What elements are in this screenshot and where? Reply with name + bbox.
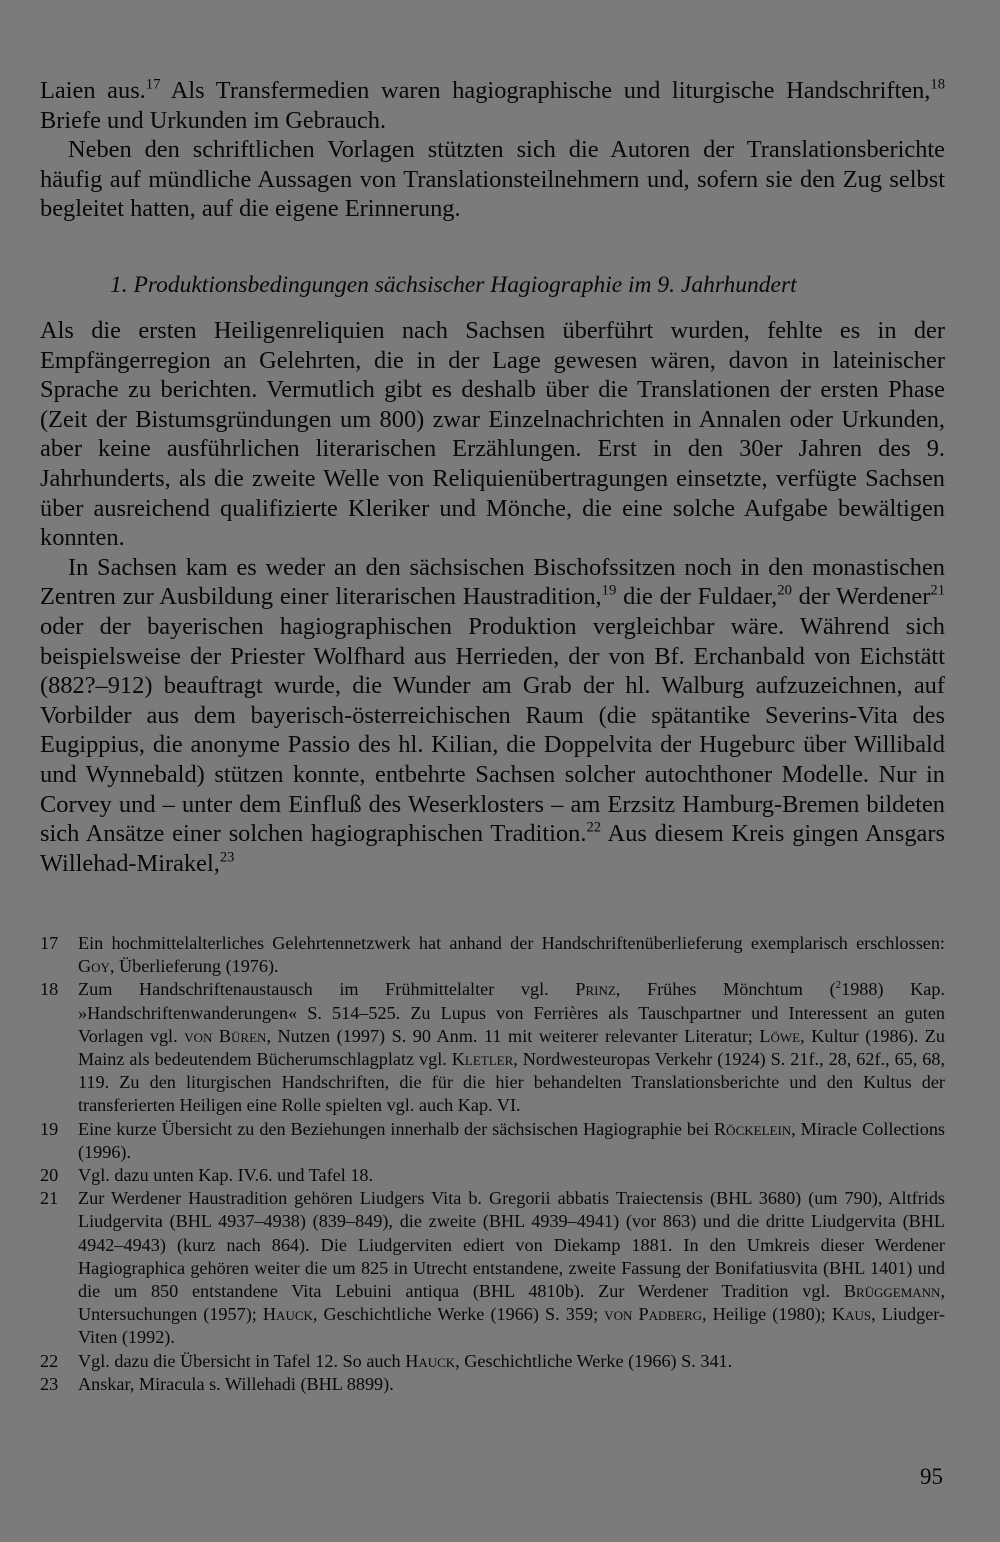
footnote-text: Vgl. dazu unten Kap. IV.6. und Tafel 18. bbox=[78, 1165, 374, 1186]
footnote-text: Ein hochmittelalterliches Gelehrtennetzwerk hat anhand der Handschriftenüberlieferung exemplarisch erschlossen: Goy, Überlieferung (1976). bbox=[78, 933, 945, 977]
footnote-18 bbox=[40, 978, 945, 1117]
footnote-ref-19[interactable]: 19 bbox=[601, 582, 617, 599]
footnote-number: 18 bbox=[40, 979, 59, 1000]
footnote-17 bbox=[40, 932, 945, 978]
footnote-number: 19 bbox=[40, 1118, 59, 1139]
footnote-number: 20 bbox=[40, 1165, 59, 1186]
footnote-number: 17 bbox=[40, 933, 59, 953]
paragraph-3: Als die ersten Heiligenreliquien nach Sachsen überführt wurden, fehlte es in der Empfängerregion an Gelehrten, die in der Lage gewesen wären, davon in lateinischer Sprache zu berichten. Vermutlich gibt es deshalb über die Translationen der ersten Phase (Zeit der Bistumsgründungen um 800) zwar Einzelnachrichten in Annalen oder Urkunden, aber keine ausführlichen literarischen Erzählungen. Erst in den 30er Jahren des 9. Jahrhunderts, als die zweite Welle von Reliquienübertragungen einsetzte, verfügte Sachsen über ausreichend qualifizierte Kleriker und Mönche, die eine solche Aufgabe bewältigen konnten. bbox=[40, 317, 945, 552]
footnote-23 bbox=[40, 1373, 945, 1396]
footnote-19 bbox=[40, 1118, 945, 1164]
footnote-ref-20[interactable]: 20 bbox=[777, 582, 792, 599]
footnote-ref-21[interactable]: 21 bbox=[930, 582, 945, 599]
paragraph-1: Laien aus.$^{17}$ Als Transfermedien waren hagiographische und liturgische Handschriften,$^{18}$ Briefe und Urkunden im Gebrauch. bbox=[40, 76, 945, 134]
page-number: 95 bbox=[920, 1464, 943, 1489]
body-text-upper bbox=[40, 76, 945, 224]
body-text-lower bbox=[40, 316, 945, 878]
footnote-text: Zum Handschriftenaustausch im Frühmittelalter vgl. Prinz, Frühes Mönchtum ($^2$1988) Kap. »Handschriftenwanderungen« S. 514–525. Zu Lupus von Ferrières als Tauschpartner und Interessent an guten Vorlagen vgl. von Büren, Nutzen (1997) S. 90 Anm. 11 mit weiterer relevanter Literatur; Löwe, Kultur (1986). Zu Mainz als bedeutendem Bücherumschlagplatz vgl. Kletler, Nordwesteuropas Verkehr (1924) S. 21f., 28, 62f., 65, 68, 119. Zu den liturgischen Handschriften, die für die hier behandelten Translationsberichte und den Kultus der transferierten Heiligen eine Rolle spielten vgl. auch Kap. VI. bbox=[78, 979, 946, 1116]
footnote-number: 21 bbox=[40, 1188, 59, 1209]
footnote-ref-17[interactable]: 17 bbox=[145, 76, 161, 93]
footnotes bbox=[40, 932, 945, 1396]
footnote-ref-23[interactable]: 23 bbox=[219, 849, 235, 866]
footnote-number: 23 bbox=[40, 1373, 59, 1394]
footnote-text: Eine kurze Übersicht zu den Beziehungen innerhalb der sächsischen Hagiographie bei Röckelein, Miracle Collections (1996). bbox=[78, 1118, 945, 1162]
footnote-20 bbox=[40, 1164, 945, 1187]
footnote-number: 22 bbox=[40, 1350, 59, 1371]
footnote-21 bbox=[40, 1187, 945, 1349]
footnote-text: Anskar, Miracula s. Willehadi (BHL 8899). bbox=[78, 1373, 394, 1394]
section-heading: 1. Produktionsbedingungen sächsischer Hagiographie im 9. Jahrhundert bbox=[110, 272, 797, 298]
footnote-text: Vgl. dazu die Übersicht in Tafel 12. So auch Hauck, Geschichtliche Werke (1966) S. 341. bbox=[78, 1350, 733, 1371]
paragraph-4: In Sachsen kam es weder an den sächsischen Bischofssitzen noch in den monastischen Zentren zur Ausbildung einer literarischen Haustradition,$^{19}$ die der Fuldaer,$^{20}$ der Werdener$^{21}$ oder der bayerischen hagiographischen Produktion vergleichbar wäre. Während sich beispielsweise der Priester Wolfhard aus Herrieden, der von Bf. Erchanbald von Eichstätt (882?–912) beauftragt wurde, die Wunder am Grab der hl. Walburg aufzuzeichnen, auf Vorbilder aus dem bayerisch-österreichischen Raum (die spätantike Severins-Vita des Eugippius, die anonyme Passio des hl. Kilian, die Doppelvita der Hugeburc über Willibald und Wynnebald) stützen konnte, entbehrte Sachsen solcher autochthoner Modelle. Nur in Corvey und – unter dem Einfluß des Weserklosters – am Erzsitz Hamburg-Bremen bildeten sich Ansätze einer solchen hagiographischen Tradition.$^{22}$ Aus diesem Kreis gingen Ansgars Willehad-Mirakel,$^{23}$ bbox=[40, 553, 945, 877]
paragraph-2: Neben den schriftlichen Vorlagen stützten sich die Autoren der Translationsberichte häufig auf mündliche Aussagen von Translationsteilnehmern und, sofern sie den Zug selbst begleitet hatten, auf die eigene Erinnerung. bbox=[40, 136, 945, 223]
footnote-22 bbox=[40, 1350, 945, 1373]
footnote-text: Zur Werdener Haustradition gehören Liudgers Vita b. Gregorii abbatis Traiectensis (BHL 3680) (um 790), Altfrids Liudgervita (BHL 4937–4938) (839–849), die zweite (BHL 4939–4941) (vor 863) und die dritte Liudgervita (BHL 4942–4943) (kurz nach 864). Die Liudgerviten ediert von Diekamp 1881. In den Umkreis dieser Werdener Hagiographica gehören weiter die um 825 in Utrecht entstandene, zweite Fassung der Bonifatiusvita (BHL 1401) und die um 850 entstandene Vita Lebuini antiqua (BHL 4810b). Zur Werdener Tradition vgl. Brüggemann, Untersuchungen (1957); Hauck, Geschichtliche Werke (1966) S. 359; von Padberg, Heilige (1980); Kaus, Liudger-Viten (1992). bbox=[78, 1188, 945, 1348]
footnote-ref-18[interactable]: 18 bbox=[930, 76, 945, 93]
footnote-ref-22[interactable]: 22 bbox=[586, 819, 602, 836]
